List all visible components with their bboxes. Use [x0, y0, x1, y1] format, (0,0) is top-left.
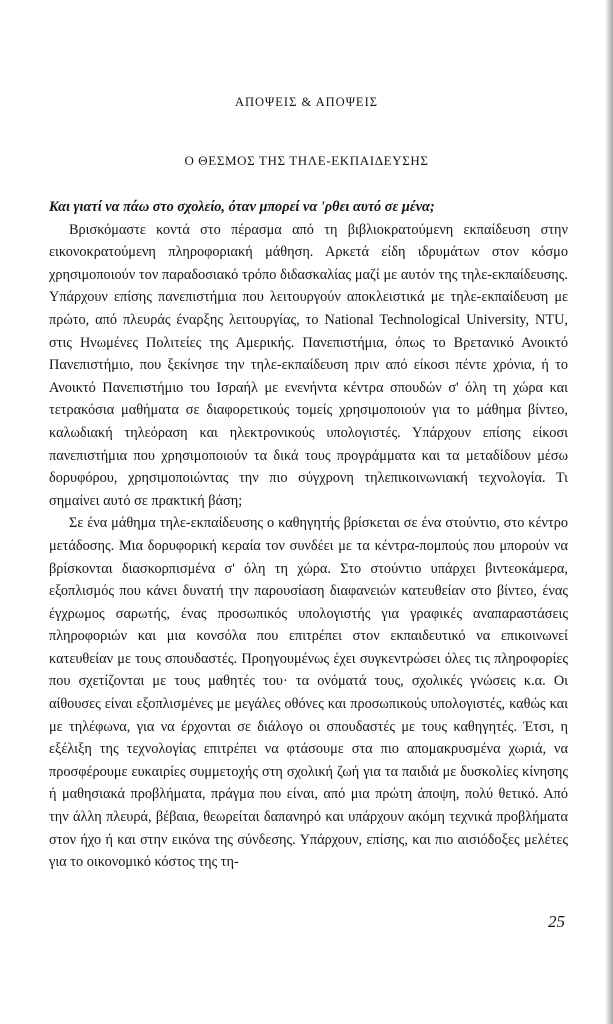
section-heading: Και γιατί να πάω στο σχολείο, όταν μπορεί να 'ρθει αυτό σε μένα; — [49, 199, 435, 215]
running-head: ΑΠΟΨΕΙΣ & ΑΠΟΨΕΙΣ — [234, 95, 379, 109]
page-edge-shadow — [605, 0, 613, 1024]
paragraph-2: Σε ένα μάθημα τηλε-εκπαίδευσης ο καθηγητής βρίσκεται σε ένα στούντιο, στο κέντρο μετάδοσης. Μια δορυφορική κεραία τον συνδέει με τα κέντρα-πομπούς που μπορούν να βρίσκονται διασκορπισμένα σ' όλη τη χώρα. Στο στούντιο υπάρχει βιντεοκάμερα, εξοπλισμός που κάνει δυνατή την παρουσίαση διαφανειών κατευθείαν στο βίντεο, ένας έγχρωμος σαρωτής, ένας προσωπικός υπολογιστής για γραφικές αναπαραστάσεις πληροφοριών και μια κονσόλα που επιτρέπει στον εκπαιδευτικό να επικοινωνεί κατευθείαν με τους σπουδαστές. Προηγουμένως έχει συγκεντρώσει όλες τις πληροφορίες που σχετίζονται με τους μαθητές του· τα ονόματά τους, σχολικές γνώσεις κ.α. Οι αίθουσες είναι εξοπλισμένες με μεγάλες οθόνες και προσωπικούς υπολογιστές, καθώς και με τηλέφωνα, για να έρχονται σε διάλογο οι σπουδαστές με τους καθηγητές. Έτσι, η εξέλιξη της τεχνολογίας επιτρέπει να φτάσουμε στα πιο απομακρυσμένα χωριά, να προσφέρουμε ευκαιρίες συμμετοχής στη σχολική ζωή για τα παιδιά με δυσκολίες κίνησης ή μαθησιακά προβλήματα, πράγμα που είναι, από μια πρώτη άποψη, πολύ θετικό. Από την άλλη πλευρά, βέβαια, θεωρείται δαπανηρό και υπάρχουν ακόμη τεχνικά προβλήματα στον ήχο ή και στην εικόνα της σύνδεσης. Υπάρχουν, επίσης, και πιο αισιόδοξες μελέτες για το οικονομικό κόστος της τη- — [49, 515, 568, 871]
page-number: 25 — [548, 912, 565, 931]
body-text — [49, 196, 568, 874]
paragraph-1: Βρισκόμαστε κοντά στο πέρασμα από τη βιβλιοκρατούμενη εκπαίδευση στην εικονοκρατούμενη πληροφοριακή μάθηση. Αρκετά είδη ιδρυμάτων στον κόσμο χρησιμοποιούν τον παραδοσιακό τρόπο διδασκαλίας μαζί με αυτόν της τηλε-εκπαίδευσης. Υπάρχουν επίσης πανεπιστήμια που λειτουργούν αποκλειστικά με τηλε-εκπαίδευση με πρώτο, από πλευράς έναρξης λειτουργίας, το National Technological University, NTU, στις Ηνωμένες Πολιτείες της Αμερικής. Πανεπιστήμια, όπως το Βρετανικό Ανοικτό Πανεπιστήμιο, που ξεκίνησε την τηλε-εκπαίδευση πριν από είκοσι πέντε χρόνια, ή το Ανοικτό Πανεπιστήμιο του Ισραήλ με ενενήντα κέντρα σπουδών σ' όλη τη χώρα και τετρακόσια μαθήματα σε διαφορετικούς τομείς χρησιμοποιούν για το μάθημα βίντεο, καλωδιακή τηλεόραση και ηλεκτρονικούς υπολογιστές. Υπάρχουν επίσης είκοσι πανεπιστήμια που χρησιμοποιούν τα δικά τους προγράμματα και τα μεταδίδουν μέσω δορυφόρου, χρησιμοποιώντας την πιο σύγχρονη τηλεπικοινωνιακή τεχνολογία. Τι σημαίνει αυτό σε πρακτική βάση; — [49, 221, 568, 509]
chapter-title: Ο ΘΕΣΜΟΣ ΤΗΣ ΤΗΛΕ-ΕΚΠΑΙΔΕΥΣΗΣ — [184, 153, 429, 168]
